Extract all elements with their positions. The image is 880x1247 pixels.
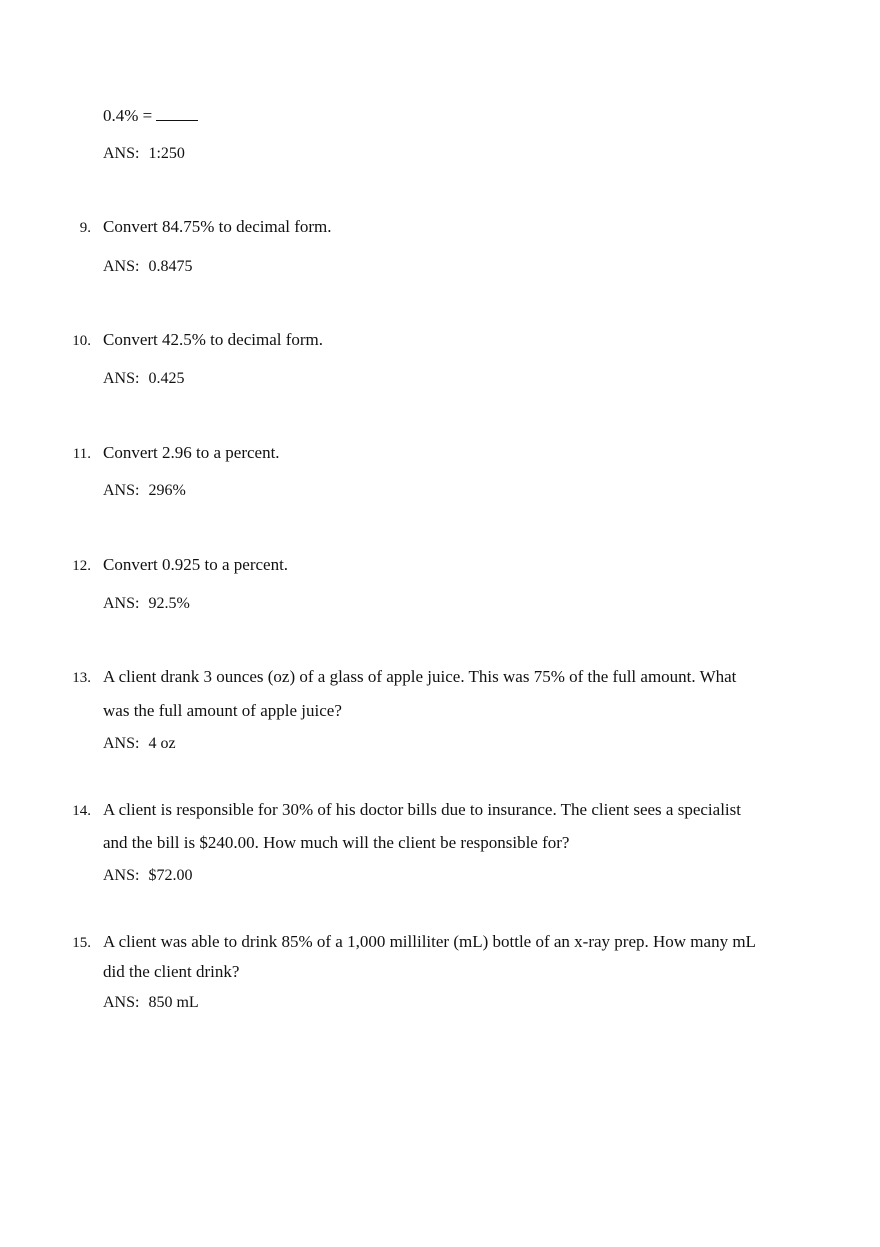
question-text-line: Convert 0.925 to a percent. <box>103 555 289 574</box>
answer-label: ANS: <box>103 867 140 884</box>
answer-label: ANS: <box>103 735 140 752</box>
question-number: 14. <box>72 803 91 819</box>
question-answer <box>103 594 190 614</box>
question-text-line: was the full amount of apple juice? <box>103 701 342 720</box>
answer-label: ANS: <box>103 595 140 612</box>
question-answer <box>103 866 192 886</box>
question-answer <box>103 257 192 277</box>
top-fragment-answer <box>103 144 185 164</box>
expression-text: 0.4% = <box>103 106 153 125</box>
answer-label: ANS: <box>103 994 140 1011</box>
question-answer <box>103 369 184 389</box>
question-text-line: Convert 42.5% to decimal form. <box>103 330 324 349</box>
answer-blank <box>156 106 198 121</box>
answer-value: 296% <box>148 482 186 499</box>
question-number: 11. <box>72 446 91 462</box>
question-text-line: A client drank 3 ounces (oz) of a glass of apple juice. This was 75% of the full amount. What <box>103 667 737 686</box>
question-number: 15. <box>72 935 91 951</box>
question-text-line: A client was able to drink 85% of a 1,000 milliliter (mL) bottle of an x-ray prep. How many mL <box>103 932 756 951</box>
answer-value: 1:250 <box>148 145 185 162</box>
question-number: 10. <box>72 333 91 349</box>
answer-label: ANS: <box>103 370 140 387</box>
answer-label: ANS: <box>103 145 140 162</box>
answer-value: 0.8475 <box>148 258 193 275</box>
question-number: 13. <box>72 670 91 686</box>
answer-label: ANS: <box>103 258 140 275</box>
question-number: 12. <box>72 558 91 574</box>
answer-value: $72.00 <box>148 867 193 884</box>
top-fragment-expression <box>103 106 198 126</box>
question-text-line: A client is responsible for 30% of his doctor bills due to insurance. The client sees a specialist <box>103 800 741 819</box>
question-text-line: did the client drink? <box>103 962 240 981</box>
question-answer <box>103 993 199 1013</box>
answer-value: 0.425 <box>148 370 185 387</box>
answer-value: 4 oz <box>148 735 176 752</box>
question-text-line: Convert 84.75% to decimal form. <box>103 217 332 236</box>
answer-value: 850 mL <box>148 994 199 1011</box>
question-text-line: Convert 2.96 to a percent. <box>103 443 280 462</box>
answer-value: 92.5% <box>148 595 190 612</box>
question-answer <box>103 481 186 501</box>
question-text-line: and the bill is $240.00. How much will the client be responsible for? <box>103 833 570 852</box>
question-number: 9. <box>79 220 91 236</box>
answer-label: ANS: <box>103 482 140 499</box>
question-answer <box>103 734 176 754</box>
